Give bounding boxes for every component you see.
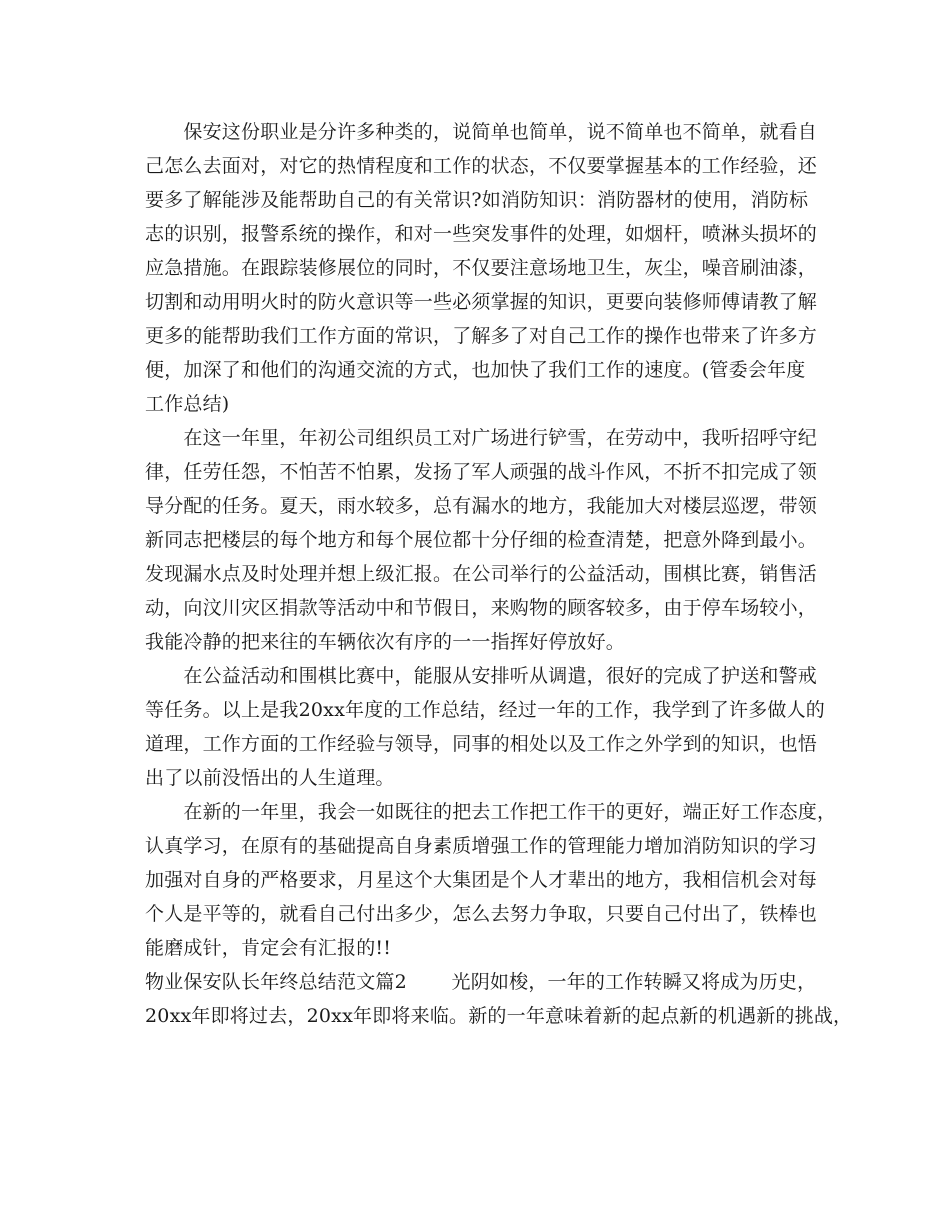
text-line: 保安这份职业是分许多种类的，说简单也简单，说不简单也不简单，就看自 [145,121,818,143]
text-line: 道理，工作方面的工作经验与领导，同事的相处以及工作之外学到的知识，也悟 [145,733,818,755]
text-line: 个人是平等的，就看自己付出多少，怎么去努力争取，只要自己付出了，铁棒也 [145,903,818,925]
text-line: 新同志把楼层的每个地方和每个展位都十分仔细的检查清楚，把意外降到最小。 [145,529,818,551]
text-line: 认真学习，在原有的基础提高自身素质增强工作的管理能力增加消防知识的学习 [145,835,818,857]
text-line: 能磨成针，肯定会有汇报的!! [145,937,392,959]
text-line: 我能冷静的把来往的车辆依次有序的一一指挥好停放好。 [145,631,626,653]
text-line: 导分配的任务。夏天，雨水较多，总有漏水的地方，我能加大对楼层巡逻，带领 [145,495,818,517]
text-line: 在这一年里，年初公司组织员工对广场进行铲雪，在劳动中，我听招呼守纪 [145,427,818,449]
text-line: 20xx年即将过去，20xx年即将来临。新的一年意味着新的起点新的机遇新的挑战， [145,1005,853,1027]
text-line: 出了以前没悟出的人生道理。 [145,767,395,789]
text-line: 便，加深了和他们的沟通交流的方式，也加快了我们工作的速度。(管委会年度 [145,359,806,381]
text-line: 志的识别，报警系统的操作，和对一些突发事件的处理，如烟杆，喷淋头损坏的 [145,223,818,245]
text-line: 律，任劳任怨，不怕苦不怕累，发扬了军人顽强的战斗作风，不折不扣完成了领 [145,461,818,483]
text-line: 在公益活动和围棋比赛中，能服从安排听从调遣，很好的完成了护送和警戒 [145,665,818,687]
text-line: 在新的一年里，我会一如既往的把去工作把工作干的更好，端正好工作态度， [145,801,837,823]
text-line: 工作总结) [145,393,230,415]
text-line: 动，向汶川灾区捐款等活动中和节假日，来购物的顾客较多，由于停车场较小， [145,597,818,619]
text-line: 发现漏水点及时处理并想上级汇报。在公司举行的公益活动，围棋比赛，销售活 [145,563,818,585]
text-line: 物业保安队长年终总结范文篇2 光阴如梭，一年的工作转瞬又将成为历史， [145,971,817,993]
text-line: 己怎么去面对，对它的热情程度和工作的状态，不仅要掌握基本的工作经验，还 [145,155,818,177]
text-line: 要多了解能涉及能帮助自己的有关常识?如消防知识：消防器材的使用，消防标 [145,189,809,211]
text-line: 加强对自身的严格要求，月星这个大集团是个人才辈出的地方，我相信机会对每 [145,869,818,891]
text-line: 等任务。以上是我20xx年度的工作总结，经过一年的工作，我学到了许多做人的 [145,699,826,721]
text-line: 更多的能帮助我们工作方面的常识，了解多了对自己工作的操作也带来了许多方 [145,325,818,347]
text-line: 应急措施。在跟踪装修展位的同时，不仅要注意场地卫生，灰尘，噪音刷油漆， [145,257,818,279]
text-line: 切割和动用明火时的防火意识等一些必须掌握的知识，更要向装修师傅请教了解 [145,291,818,313]
